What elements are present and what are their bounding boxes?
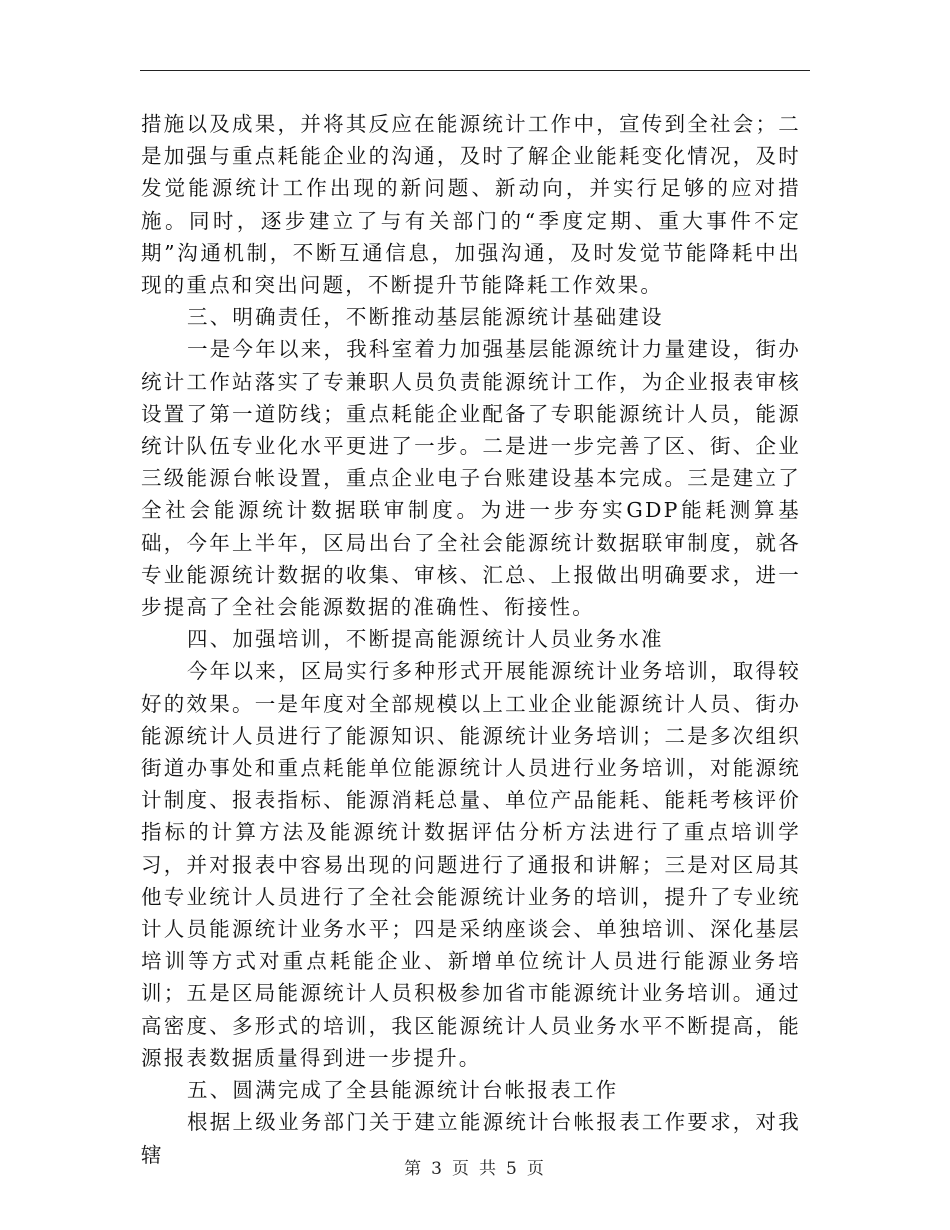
section-heading-4: 四、加强培训，不断提高能源统计人员业务水准 [187, 627, 664, 652]
footer-total-word: 共 [479, 1159, 498, 1179]
section-heading-3: 三、明确责任，不断推动基层能源统计基础建设 [187, 305, 664, 330]
footer-prefix: 第 [404, 1159, 424, 1179]
section-heading-5: 五、圆满完成了全县能源统计台帐报表工作 [187, 1078, 619, 1103]
footer-current-page: 3 [431, 1159, 444, 1179]
paragraph-section-4: 今年以来，区局实行多种形式开展能源统计业务培训，取得较好的效果。一是年度对全部规模以上工业企业能源统计人员、街办能源统计人员进行了能源知识、能源统计业务培训；二是多次组织街道办事处和重点耗能单位能源统计人员进行业务培训，对能源统计制度、报表指标、能源消耗总量、单位产品能耗、能耗考核评价指标的计算方法及能源统计数据评估分析方法进行了重点培训学习，并对报表中容易出现的问题进行了通报和讲解；三是对区局其他专业统计人员进行了全社会能源统计业务的培训，提升了专业统计人员能源统计业务水平；四是采纳座谈会、单独培训、深化基层培训等方式对重点耗能企业、新增单位统计人员进行能源业务培训；五是区局能源统计人员积极参加省市能源统计业务培训。通过高密度、多形式的培训，我区能源统计人员业务水平不断提高，能源报表数据质量得到进一步提升。 [141, 659, 801, 1070]
paragraph-section-5: 根据上级业务部门关于建立能源统计台帐报表工作要求，对我辖 [141, 1110, 801, 1167]
paragraph-continuation: 措施以及成果，并将其反应在能源统计工作中，宣传到全社会；二是加强与重点耗能企业的沟通，及时了解企业能耗变化情况，及时发觉能源统计工作出现的新问题、新动向，并实行足够的应对措施。同时，逐步建立了与有关部门的“季度定期、重大事件不定期”沟通机制，不断互通信息，加强沟通，及时发觉节能降耗中出现的重点和突出问题，不断提升节能降耗工作效果。 [141, 112, 801, 298]
footer-suffix: 页 [526, 1159, 546, 1179]
footer-total-pages: 5 [506, 1159, 519, 1179]
page-number-footer [0, 1154, 950, 1179]
header-rule [140, 70, 810, 71]
document-body [141, 108, 801, 1171]
paragraph-section-3: 一是今年以来，我科室着力加强基层能源统计力量建设，街办统计工作站落实了专兼职人员负责能源统计工作，为企业报表审核设置了第一道防线；重点耗能企业配备了专职能源统计人员，能源统计队伍专业化水平更进了一步。二是进一步完善了区、街、企业三级能源台帐设置，重点企业电子台账建设基本完成。三是建立了全社会能源统计数据联审制度。为进一步夯实GDP能耗测算基础，今年上半年，区局出台了全社会能源统计数据联审制度，就各专业能源统计数据的收集、审核、汇总、上报做出明确要求，进一步提高了全社会能源数据的准确性、衔接性。 [141, 337, 801, 620]
footer-page-word: 页 [452, 1159, 471, 1179]
